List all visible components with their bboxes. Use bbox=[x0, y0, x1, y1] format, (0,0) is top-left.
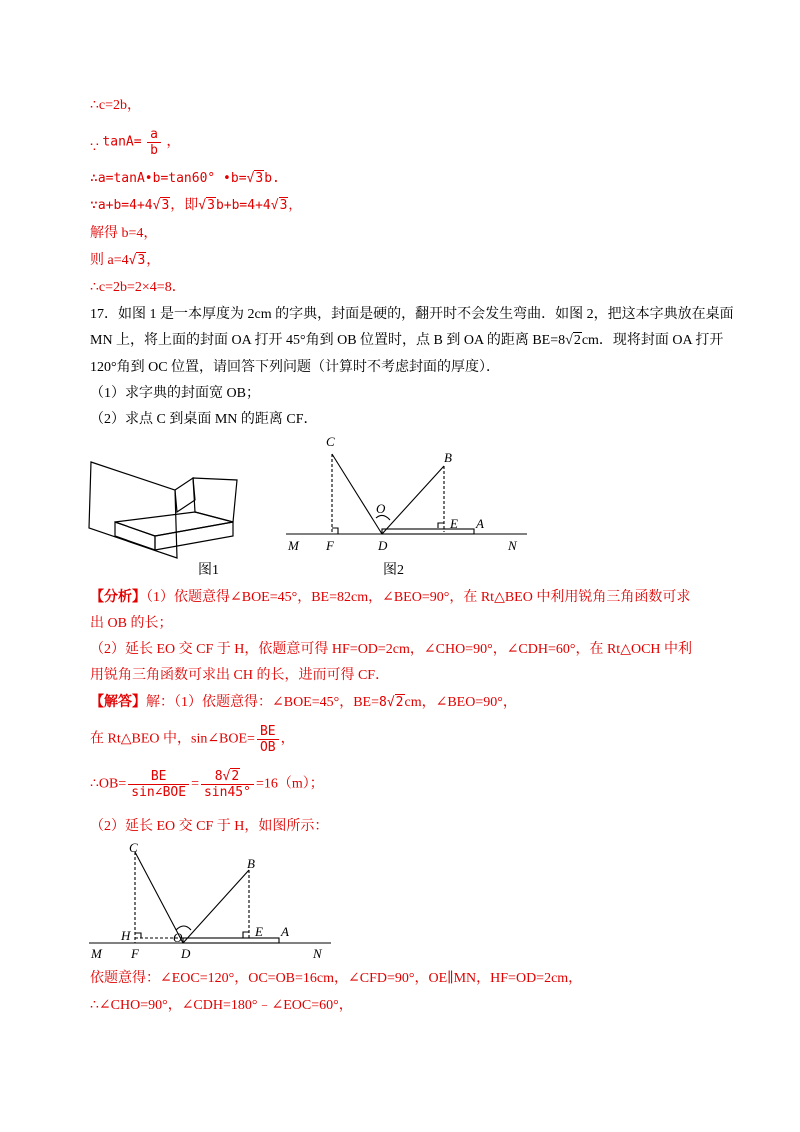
segment-OB bbox=[382, 466, 444, 534]
fraction-numerator: a bbox=[147, 127, 161, 143]
label-H: H bbox=[121, 928, 131, 943]
answer-line-6: ∴∠CHO=90°，∠CDH=180°﹣∠EOC=60°， bbox=[90, 998, 353, 1013]
analysis-text: （1）依题意得∠BOE=45°，BE=82cm，∠BEO=90°，在 Rt△BEO 中利用锐角三角函数可求 bbox=[146, 590, 691, 605]
problem-17-line-1: 17．如图 1 是一本厚度为 2cm 的字典，封面是硬的，翻开时不会发生弯曲．如图 2，把这本字典放在桌面 bbox=[90, 307, 734, 322]
OB-lhs: ∴OB= bbox=[90, 776, 127, 792]
line-a-value bbox=[90, 170, 280, 188]
cover-OA bbox=[382, 529, 474, 534]
fraction-BE-over-sinBOE bbox=[128, 769, 189, 800]
segment-OB bbox=[183, 870, 249, 943]
sqrt-3: √3 bbox=[270, 198, 288, 213]
line-c-result: ∴c=2b=2×4=8． bbox=[90, 280, 186, 295]
label-B: B bbox=[247, 856, 255, 871]
label-D: D bbox=[181, 946, 191, 961]
fraction-denominator: OB bbox=[259, 740, 276, 755]
coefficient-8: 8 bbox=[379, 695, 387, 710]
answer-line-2 bbox=[90, 724, 295, 755]
cover-OA bbox=[183, 938, 279, 943]
answer-line-1 bbox=[90, 694, 517, 712]
fraction-8sqrt2-over-sin45 bbox=[201, 769, 254, 800]
line-solve-b: 解得 b=4， bbox=[90, 226, 158, 241]
label-D: D bbox=[378, 538, 388, 553]
OB-result: =16（m）； bbox=[255, 776, 324, 792]
sum-lhs: ∵a+b=4+4 bbox=[90, 198, 153, 213]
line-c-eq-2b: ∴c=2b， bbox=[90, 98, 142, 113]
label-O: O bbox=[173, 930, 183, 945]
answer-line-5: 依题意得：∠EOC=120°，OC=OB=16cm，∠CFD=90°，OE∥MN，HF=OD=2cm， bbox=[90, 971, 583, 986]
fraction-numerator bbox=[201, 769, 254, 785]
answer-text: 解：（1）依题意得：∠BOE=45°，BE= bbox=[146, 695, 380, 710]
line-tanA-def bbox=[90, 127, 180, 158]
label-M: M bbox=[288, 538, 299, 553]
right-angle-H bbox=[135, 933, 141, 938]
label-F: F bbox=[326, 538, 334, 553]
fraction-numerator: BE bbox=[128, 769, 189, 785]
problem-text-cont: cm．现将封面 OA 打开 bbox=[581, 333, 724, 348]
answer-text-cont: cm，∠BEO=90°， bbox=[404, 695, 517, 710]
tanA-lhs: tanA= bbox=[102, 134, 142, 150]
line-a-eq bbox=[90, 252, 160, 270]
dictionary-front-face bbox=[115, 522, 155, 550]
figure-1-dictionary bbox=[85, 450, 245, 560]
fraction-a-over-b bbox=[147, 127, 161, 158]
rotation-arrow-icon bbox=[376, 515, 390, 520]
question-2: （2）求点 C 到桌面 MN 的距离 CF． bbox=[90, 412, 318, 427]
comma: ， bbox=[146, 253, 161, 268]
sqrt-2: √2 bbox=[222, 769, 240, 784]
fraction-numerator: BE bbox=[257, 724, 279, 740]
label-F: F bbox=[131, 946, 139, 961]
fraction-denominator: sin∠BOE bbox=[131, 785, 187, 800]
label-A: A bbox=[281, 924, 289, 939]
a-eq-text: 则 a=4 bbox=[90, 253, 129, 268]
comma: ， bbox=[280, 731, 295, 747]
dictionary-side-face bbox=[155, 522, 233, 550]
right-angle-E bbox=[438, 523, 444, 528]
label-A: A bbox=[476, 516, 484, 531]
sum-rhs: b+b=4+4 bbox=[215, 198, 271, 213]
fraction-denominator: sin45° bbox=[203, 785, 251, 800]
b-tail: b. bbox=[264, 171, 280, 186]
figure-3-diagram bbox=[85, 838, 335, 964]
label-O: O bbox=[376, 501, 386, 516]
sin-statement: 在 Rt△BEO 中，sin∠BOE= bbox=[90, 731, 255, 747]
answer-line-3 bbox=[90, 769, 324, 800]
comma: ， bbox=[166, 134, 181, 150]
label-C: C bbox=[129, 840, 138, 855]
sqrt-3: √3 bbox=[128, 253, 146, 268]
label-B: B bbox=[444, 450, 452, 465]
dictionary-cover-right bbox=[193, 478, 237, 522]
sqrt-2: √2 bbox=[386, 695, 404, 710]
problem-17-line-2 bbox=[90, 332, 723, 350]
figure-1-caption: 图1 bbox=[198, 563, 219, 578]
analysis-line-3: （2）延长 EO 交 CF 于 H，依题意可得 HF=OD=2cm，∠CHO=90°，∠CDH=60°，在 Rt△OCH 中利 bbox=[90, 642, 693, 657]
because-symbol: ∵ bbox=[90, 140, 99, 156]
a-expression: ∴a=tanA•b=tan60° •b= bbox=[90, 171, 247, 186]
label-N: N bbox=[508, 538, 517, 553]
equals-sign: = bbox=[191, 776, 199, 792]
sqrt-3: √3 bbox=[246, 171, 264, 186]
fraction-BE-over-OB bbox=[257, 724, 279, 755]
coefficient-8: 8 bbox=[214, 769, 223, 784]
sqrt-2: √2 bbox=[565, 333, 581, 348]
answer-line-4: （2）延长 EO 交 CF 于 H，如图所示： bbox=[90, 819, 329, 834]
segment-OC bbox=[332, 454, 382, 534]
label-M: M bbox=[91, 946, 102, 961]
line-sum-condition bbox=[90, 197, 301, 215]
analysis-line-2: 出 OB 的长； bbox=[90, 616, 173, 631]
namely-text: ，即 bbox=[170, 198, 199, 213]
right-angle-F bbox=[332, 528, 338, 534]
label-N: N bbox=[313, 946, 322, 961]
fraction-denominator: b bbox=[150, 143, 158, 158]
dictionary-spine bbox=[175, 478, 195, 512]
right-angle-E bbox=[243, 932, 249, 938]
label-C: C bbox=[326, 434, 335, 449]
label-E: E bbox=[450, 516, 458, 531]
comma: ， bbox=[288, 198, 302, 213]
question-1: （1）求字典的封面宽 OB； bbox=[90, 386, 260, 401]
analysis-line-4: 用锐角三角函数可求出 CH 的长，进而可得 CF． bbox=[90, 668, 390, 683]
sqrt-3: √3 bbox=[198, 198, 215, 213]
figure-2-diagram bbox=[282, 432, 532, 557]
problem-17-line-3: 120°角到 OC 位置，请回答下列问题（计算时不考虑封面的厚度）． bbox=[90, 360, 501, 375]
dictionary-cover-left bbox=[89, 462, 177, 558]
sqrt-3: √3 bbox=[152, 198, 170, 213]
figure-2-caption: 图2 bbox=[383, 563, 404, 578]
problem-text: MN 上，将上面的封面 OA 打开 45°角到 OB 位置时，点 B 到 OA 的距离 BE=8 bbox=[90, 333, 566, 348]
label-E: E bbox=[255, 924, 263, 939]
answer-tag: 【解答】 bbox=[90, 695, 146, 710]
analysis-line-1 bbox=[90, 589, 690, 607]
analysis-tag: 【分析】 bbox=[90, 590, 146, 605]
